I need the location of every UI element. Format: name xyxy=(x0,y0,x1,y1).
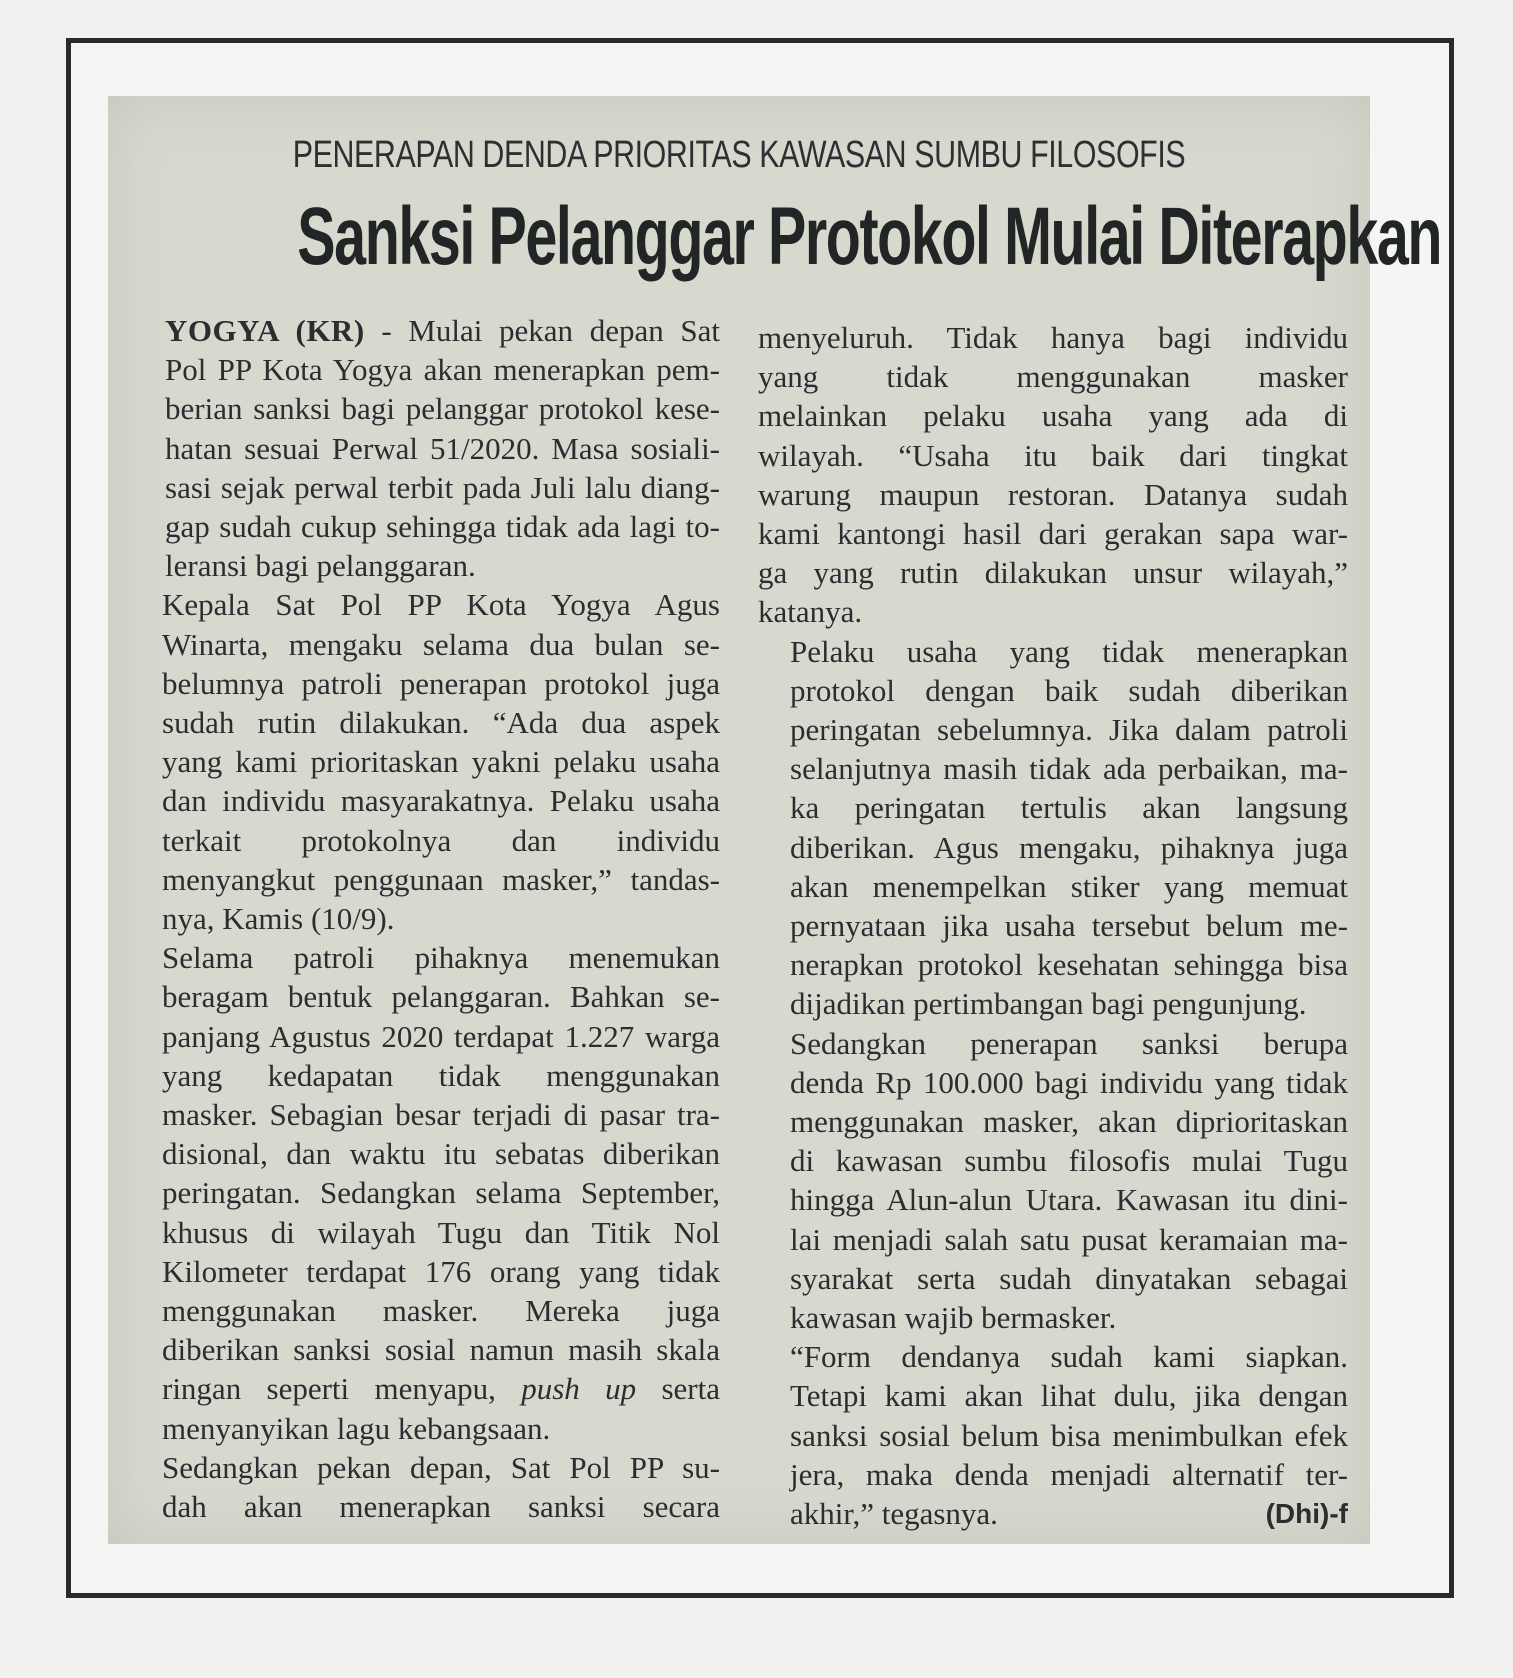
text-line: menggunakan masker, akan diprioritaskan xyxy=(790,1104,1348,1140)
text-line: ka peringatan tertulis akan langsung xyxy=(790,790,1348,826)
paragraph xyxy=(130,938,720,1448)
text-line: peringatan sebelumnya. Jika dalam patroli xyxy=(790,712,1348,748)
text-line: lai menjadi salah satu pusat keramaian ma- xyxy=(790,1221,1348,1257)
text-line: denda Rp 100.000 bagi individu yang tidak xyxy=(790,1064,1348,1100)
text-line: nya, Kamis (10/9). xyxy=(162,901,395,937)
paragraph xyxy=(130,1448,720,1526)
paragraph xyxy=(758,1024,1348,1338)
text-line: kami kantongi hasil dari gerakan sapa war- xyxy=(758,516,1348,552)
text-line: panjang Agustus 2020 terdapat 1.227 warga xyxy=(162,1018,720,1054)
dateline: YOGYA (KR) xyxy=(165,313,365,348)
article-headline: Sanksi Pelanggar Protokol Mulai Diterapkan xyxy=(297,191,1442,282)
text-line: dijadikan pertimbangan bagi pengunjung. xyxy=(790,986,1307,1022)
text-line: katanya. xyxy=(758,594,863,630)
text-line: melainkan pelaku usaha yang ada di xyxy=(758,398,1348,434)
text-line: khusus di wilayah Tugu dan Titik Nol xyxy=(162,1214,720,1250)
text-line: Kilometer terdapat 176 orang yang tidak xyxy=(162,1253,720,1289)
text-line: menyanyikan lagu kebangsaan. xyxy=(162,1410,551,1446)
text-line: Sedangkan pekan depan, Sat Pol PP su- xyxy=(162,1449,720,1485)
text-line: Sedangkan penerapan sanksi berupa xyxy=(790,1025,1348,1061)
text-line: disional, dan waktu itu sebatas diberikan xyxy=(162,1136,720,1172)
text-line: Winarta, mengaku selama dua bulan se- xyxy=(162,626,720,662)
text-line: hatan sesuai Perwal 51/2020. Masa sosiali- xyxy=(165,430,720,466)
text-line: nerapkan protokol kesehatan sehingga bisa xyxy=(790,947,1348,983)
text-line: menyeluruh. Tidak hanya bagi individu xyxy=(758,320,1348,355)
text-line: sudah rutin dilakukan. “Ada dua aspek xyxy=(162,705,720,741)
paragraph xyxy=(758,1337,1348,1533)
text-line: sasi sejak perwal terbit pada Juli lalu diang- xyxy=(165,469,720,505)
text-line: ringan seperti menyapu, push up serta xyxy=(162,1371,720,1407)
text-line: Kepala Sat Pol PP Kota Yogya Agus xyxy=(162,587,720,623)
text-line: pernyataan jika usaha tersebut belum me- xyxy=(790,908,1348,944)
text-line: peringatan. Sedangkan selama September, xyxy=(162,1175,720,1211)
text-line: dan individu masyarakatnya. Pelaku usaha xyxy=(162,783,720,819)
text-line: syarakat serta sudah dinyatakan sebagai xyxy=(790,1260,1348,1296)
text-line: “Form dendanya sudah kami siapkan. xyxy=(790,1339,1348,1375)
newspaper-clipping xyxy=(108,96,1442,1544)
text-line: terkait protokolnya dan individu xyxy=(162,822,720,858)
text-line: leransi bagi pelanggaran. xyxy=(165,548,476,584)
paragraph xyxy=(758,318,1348,632)
text-line: selanjutnya masih tidak ada perbaikan, ma- xyxy=(790,751,1348,787)
text-line: Pol PP Kota Yogya akan menerapkan pem- xyxy=(165,352,720,388)
text-line: protokol dengan baik sudah diberikan xyxy=(790,672,1348,708)
text-line: diberikan. Agus mengaku, pihaknya juga xyxy=(790,829,1348,865)
text-line: di kawasan sumbu filosofis mulai Tugu xyxy=(790,1143,1348,1179)
paragraph xyxy=(130,585,720,938)
text-line: diberikan sanksi sosial namun masih skala xyxy=(162,1332,720,1368)
byline: (Dhi)-f xyxy=(1265,1498,1348,1530)
text-line: akan menempelkan stiker yang memuat xyxy=(790,868,1348,904)
text-line: masker. Sebagian besar terjadi di pasar tra- xyxy=(162,1097,720,1133)
article-kicker: PENERAPAN DENDA PRIORITAS KAWASAN SUMBU FILOSOFIS xyxy=(292,134,1186,176)
text-line: berian sanksi bagi pelanggar protokol kese- xyxy=(165,391,720,427)
text-line: jera, maka denda menjadi alternatif ter- xyxy=(790,1456,1348,1492)
paragraph xyxy=(130,311,720,585)
paragraph xyxy=(758,632,1348,1024)
text-line: wilayah. “Usaha itu baik dari tingkat xyxy=(758,437,1348,473)
text-line: dah akan menerapkan sanksi secara xyxy=(162,1489,720,1525)
text-line: belumnya patroli penerapan protokol juga xyxy=(162,665,720,701)
text-line: yang kami prioritaskan yakni pelaku usaha xyxy=(162,744,720,780)
text-line: gap sudah cukup sehingga tidak ada lagi to- xyxy=(165,509,720,545)
text-line: Pelaku usaha yang tidak menerapkan xyxy=(790,633,1348,669)
text-line: warung maupun restoran. Datanya sudah xyxy=(758,476,1348,512)
right-column xyxy=(758,318,1348,1533)
left-column xyxy=(130,311,720,1526)
text-line: menggunakan masker. Mereka juga xyxy=(162,1293,720,1329)
text-line: menyangkut penggunaan masker,” tandas- xyxy=(162,861,720,897)
text-line: YOGYA (KR) - Mulai pekan depan Sat xyxy=(165,313,720,348)
text-line: kawasan wajib bermasker. xyxy=(790,1300,1117,1336)
text-line: beragam bentuk pelanggaran. Bahkan se- xyxy=(162,979,720,1015)
text-line: yang kedapatan tidak menggunakan xyxy=(162,1057,720,1093)
text-line: yang tidak menggunakan masker xyxy=(758,359,1348,395)
text-line: akhir,” tegasnya. (Dhi)-f xyxy=(758,1494,1348,1533)
text-line: Selama patroli pihaknya menemukan xyxy=(162,940,720,976)
text-line: hingga Alun-alun Utara. Kawasan itu dini- xyxy=(790,1182,1348,1218)
text-line: sanksi sosial belum bisa menimbulkan efek xyxy=(790,1417,1348,1453)
text-line: ga yang rutin dilakukan unsur wilayah,” xyxy=(758,555,1348,591)
text-line: Tetapi kami akan lihat dulu, jika dengan xyxy=(790,1378,1348,1414)
